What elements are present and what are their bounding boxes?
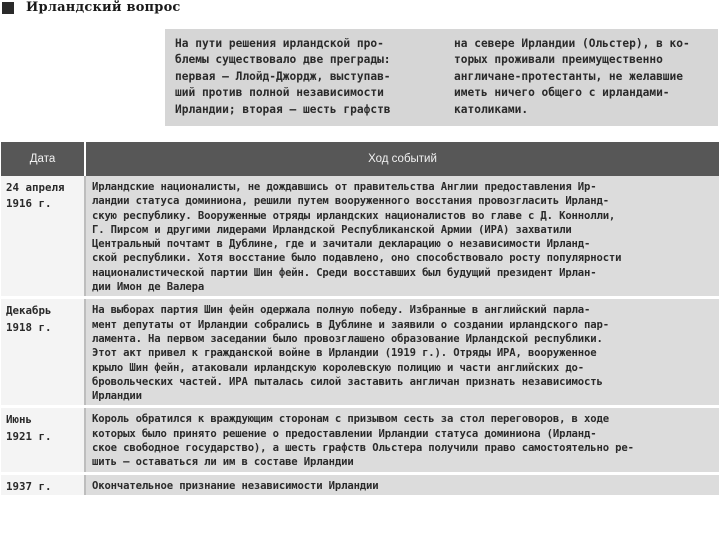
event-cell — [85, 176, 719, 298]
row-date: 24 апреля 1916 г. — [6, 181, 65, 211]
table-row — [1, 298, 719, 407]
events-table — [1, 142, 719, 498]
row-event: Король обратился к враждующим сторонам с призывом сесть за стол переговоров, в ходе которых было принято решение о предоставлении Ирландии статуса доминиона (Ирланд- ское свободное государство), а шесть графств Ольстера получили право самостоятельно ре- шить — оставаться ли им в составе Ирландии — [92, 413, 634, 469]
row-event: Окончательное признание независимости Ирландии — [92, 479, 379, 492]
intro-left-column: На пути решения ирландской про- блемы существовало две преграды: первая — Ллойд-Джордж, выступав- ший против полной независимости Ирландии; вторая — шесть графств — [175, 37, 391, 116]
date-cell — [1, 407, 85, 473]
event-cell — [85, 473, 719, 496]
row-date: Июнь 1921 г. — [6, 413, 52, 443]
row-date: Декабрь 1918 г. — [6, 304, 52, 334]
intro-box — [165, 29, 718, 126]
intro-right-column: на севере Ирландии (Ольстер), в ко- торых проживали преимущественно англичане-протестанты, не желавшие иметь ничего общего с ирландами- католиками. — [454, 37, 690, 116]
row-event: На выборах партия Шин фейн одержала полную победу. Избранные в английский парла- мент депутаты от Ирландии собрались в Дублине и заявили о создании ирландского пар- ламента. На первом заседании было провозглашено образование Ирландской республики. Этот акт привел к гражданской войне в Ирландии (1919 г.). Отряды ИРА, вооруженное крыло Шин фейн, атаковали ирландскую королевскую полицию и части английских до- бровольческих частей. ИРА пыталась силой заставить англичан признать независимость Ирландии — [92, 304, 609, 403]
date-cell — [1, 298, 85, 407]
table-row — [1, 407, 719, 473]
date-cell — [1, 176, 85, 298]
row-date: 1937 г. — [6, 479, 52, 493]
event-cell — [85, 298, 719, 407]
page-title: Ирландский вопрос — [26, 0, 181, 15]
row-event: Ирландские националисты, не дождавшись от правительства Англии предоставления Ир- ландии статуса доминиона, решили путем вооруженного восстания провозгласить Ирланд- скую республику. Вооруженные отряды ирландских националистов во главе с Д. Коннолли, Г. Пирсом и другими лидерами Ирландской Республиканской Армии (ИРА) захватили Центральный почтамт в Дублине, где и зачитали декларацию о независимости Ирланд- ской республики. Хотя восстание было подавлено, оно способствовало росту популярности националистической партии Шин фейн. Среди восставших был будущий президент Ирлан- дии Имон де Валера — [92, 181, 622, 294]
table-row — [1, 473, 719, 496]
bullet-square-icon — [2, 2, 14, 14]
title-bar — [0, 0, 720, 22]
header-date: Дата — [1, 142, 85, 176]
table-row — [1, 176, 719, 298]
date-cell — [1, 473, 85, 496]
table-header-row — [1, 142, 719, 176]
event-cell — [85, 407, 719, 473]
header-events: Ход событий — [85, 142, 719, 176]
